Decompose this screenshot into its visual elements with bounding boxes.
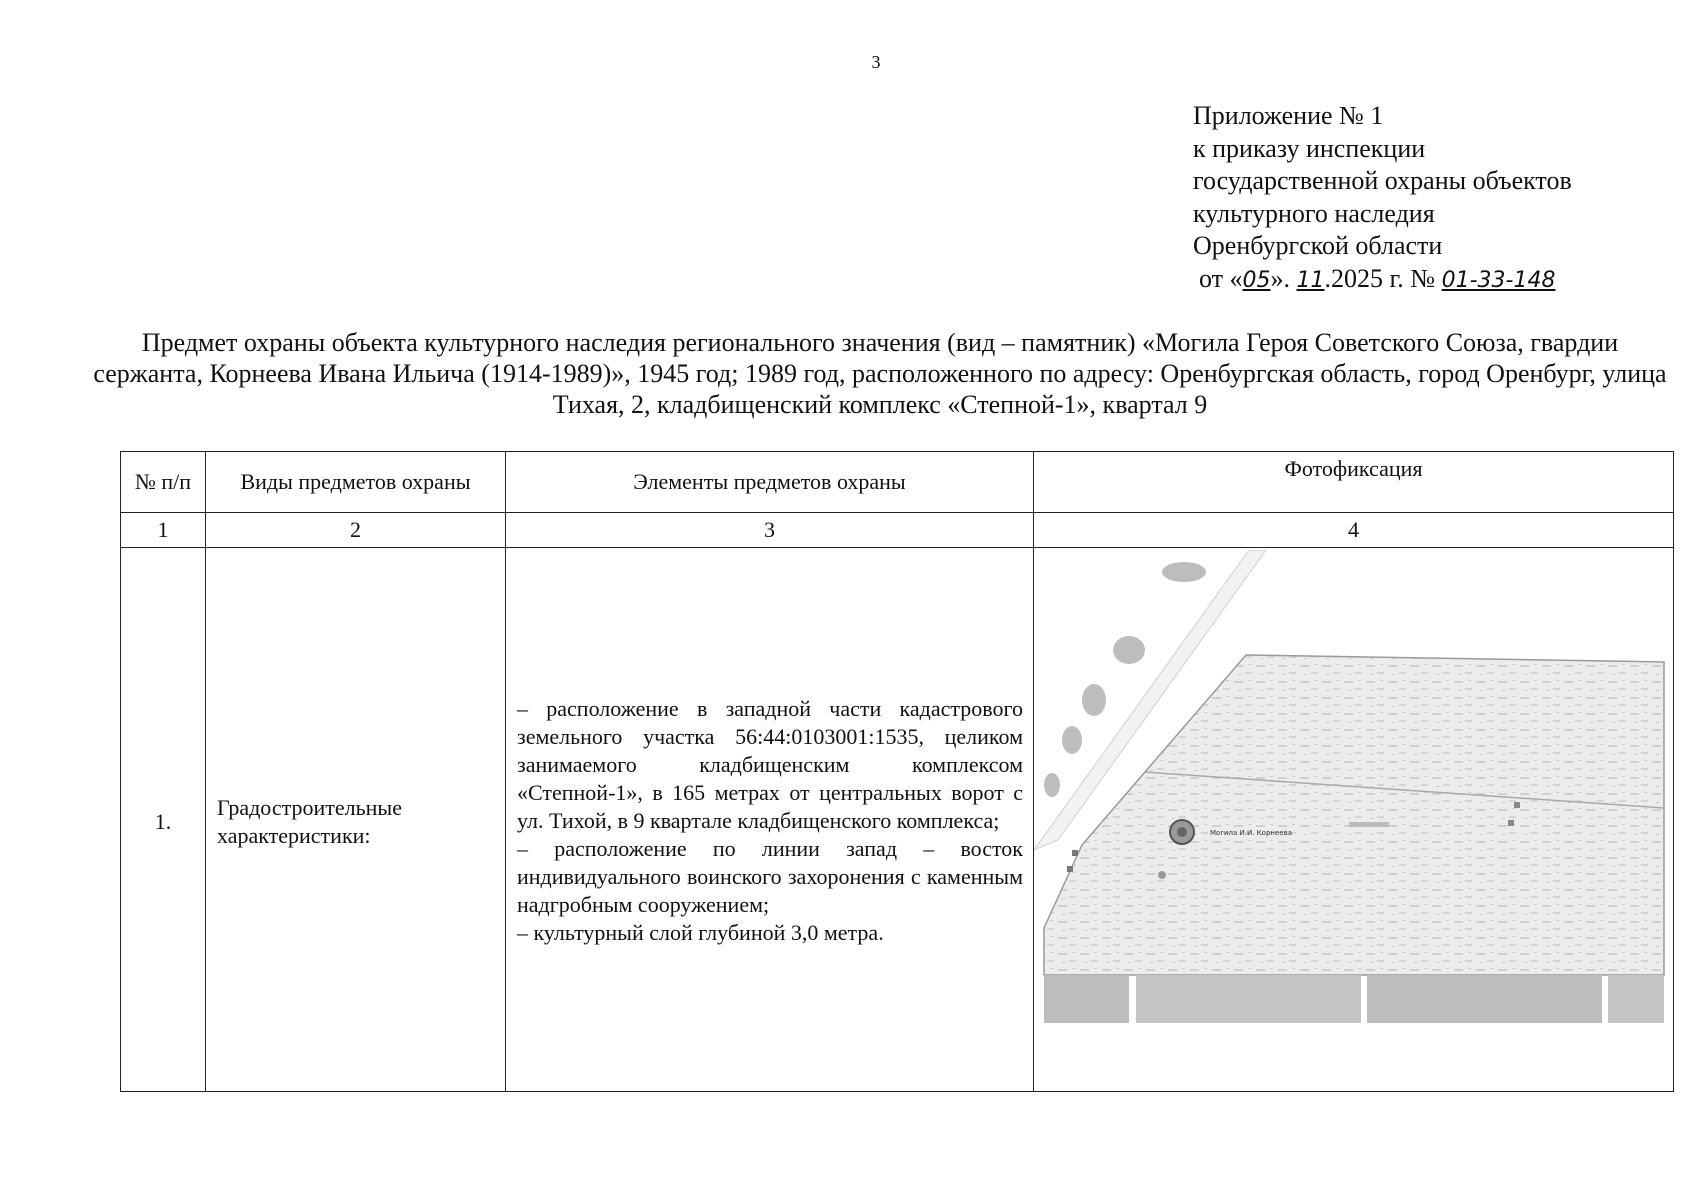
document-title: Предмет охраны объекта культурного наследия регионального значения (вид – памятник) «Могила Героя Советского Союза, гвардии сержанта, Корнеева Ивана Ильича (1914-1989)», 1945 год; 1989 год, расположенного по адресу: Оренбургская область, город Оренбург, улица Тихая, 2, кладбищенский комплекс «Степной-1», квартал 9 (93, 328, 1667, 419)
poi-marker-icon (1349, 822, 1389, 827)
column-number: 1 (121, 513, 206, 548)
parking-strip-left (1044, 975, 1129, 1023)
appendix-line: к приказу инспекции (1193, 133, 1426, 163)
poi-marker-icon (1158, 871, 1166, 879)
date-day: 05 (1242, 267, 1271, 293)
element-item: – расположение по линии запад – восток индивидуального воинского захоронения с каменным надгробным сооружением; (517, 835, 1023, 917)
parking-strip-end (1608, 975, 1664, 1023)
date-year: .2025 г. № (1324, 263, 1436, 293)
protection-table (120, 451, 1674, 1092)
poi-marker-icon (1072, 850, 1078, 856)
row-kind: Градостроительные характеристики: (206, 548, 506, 1092)
page-number: 3 (871, 52, 881, 72)
poi-marker-icon (1067, 866, 1073, 872)
appendix-line: Приложение № 1 (1193, 101, 1384, 130)
element-item: – культурный слой глубиной 3,0 метра. (517, 919, 884, 945)
map-label: Могила И.И. Корнеева (1210, 829, 1292, 837)
parking-strip-mid (1136, 975, 1361, 1023)
row-number: 1. (121, 548, 206, 1092)
column-number-row (121, 513, 1674, 548)
header-photo: Фотофиксация (1034, 452, 1674, 513)
table-row (121, 548, 1674, 1092)
cemetery-area (1044, 655, 1664, 975)
poi-marker-icon (1514, 802, 1520, 808)
site-plan-image (1034, 550, 1674, 1089)
appendix-line: Оренбургской области (1193, 231, 1443, 260)
row-elements (506, 548, 1034, 1092)
date-separator: ». (1270, 263, 1291, 293)
table-header-row (121, 452, 1674, 513)
appendix-line: культурного наследия (1193, 198, 1435, 228)
header-elements: Элементы предметов охраны (506, 452, 1034, 513)
header-kinds: Виды предметов охраны (206, 452, 506, 513)
header-number: № п/п (121, 452, 206, 513)
date-month: 11 (1296, 267, 1325, 293)
order-number: 01-33-148 (1441, 267, 1556, 293)
appendix-date-line (1199, 263, 1572, 298)
column-number: 4 (1034, 513, 1674, 548)
element-item: – расположение в западной части кадастрового земельного участка 56:44:0103001:1535, целиком занимаемого кладбищенским комплексом «Степной-1», в 165 метрах от центральных ворот с ул. Тихой, в 9 квартале кладбищенского комплекса; (517, 695, 1023, 833)
poi-marker-icon (1508, 820, 1514, 826)
appendix-block (1193, 100, 1572, 297)
date-prefix: от « (1199, 263, 1243, 293)
row-photo (1034, 548, 1674, 1092)
column-number: 2 (206, 513, 506, 548)
grave-marker-center (1177, 827, 1187, 837)
column-number: 3 (506, 513, 1034, 548)
appendix-line: государственной охраны объектов (1193, 166, 1572, 195)
parking-strip-right (1367, 975, 1602, 1023)
